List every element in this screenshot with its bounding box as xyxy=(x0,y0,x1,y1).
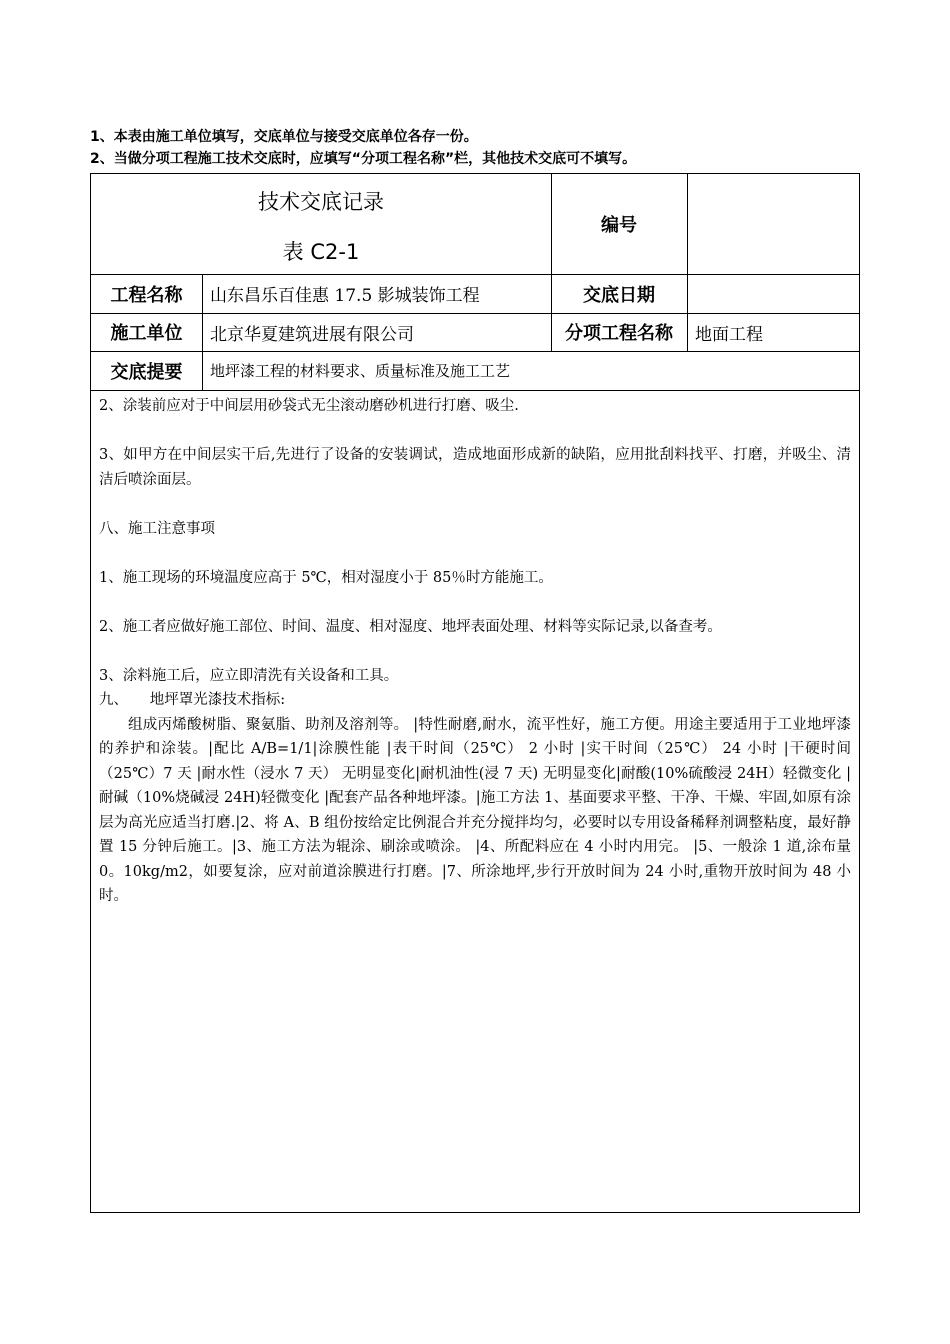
project-name-label: 工程名称 xyxy=(110,284,183,306)
form-title-block xyxy=(91,174,551,274)
note-1: 1、本表由施工单位填写，交底单位与接受交底单位各存一份。 xyxy=(90,129,478,145)
unit-label: 施工单位 xyxy=(110,323,183,344)
section-heading: 九、 地坪罩光漆技术指标: xyxy=(99,692,286,708)
spec-paragraph: 组成丙烯酸树脂、聚氨脂、助剂及溶剂等。 |特性耐磨,耐水，流平性好，施工方便。用途主要适用于工业地坪漆的养护和涂装。|配比 A/B=1/1|涂膜性能 |表干时间（25℃） 2 小时 |实干时间（25℃） 24 小时 |干硬时间（25℃）7 天 |耐水性（浸水 7 天） 无明显变化|耐机油性(浸 7 天) 无明显变化|耐酸(10%硫酸浸 24H）轻微变化 |耐碱（10%烧碱浸 24H)轻微变化 |配套产品各种地坪漆。|施工方法 1、基面要求平整、干净、干燥、牢固,如原有涂层为高光应适当打磨.|2、将 A、B 组份按给定比例混合并充分搅拌均匀，必要时以专用设备稀释剂调整粘度，最好静置 15 分钟后施工。|3、施工方法为辊涂、刷涂或喷涂。 |4、所配料应在 4 小时内用完。 |5、一般涂 1 道,涂布量 0。10kg/m2，如要复涂，应对前道涂膜进行打磨。|7、所涂地坪,步行开放时间为 24 小时,重物开放时间为 48 小时。 xyxy=(99,716,851,904)
project-name-value: 山东昌乐百佳惠 17.5 影城装饰工程 xyxy=(210,286,480,306)
content-paragraph: 1、施工现场的环境温度应高于 5℃，相对湿度小于 85％时方能施工。 xyxy=(99,569,553,586)
content-paragraph: 3、如甲方在中间层实干后,先进行了设备的安装调试，造成地面形成新的缺陷，应用批刮料找平、打磨，并吸尘、清洁后喷涂面层。 xyxy=(99,447,851,488)
date-label: 交底日期 xyxy=(583,284,655,306)
form-notes xyxy=(90,126,870,170)
note-2: 2、当做分项工程施工技术交底时，应填写“分项工程名称”栏，其他技术交底可不填写。 xyxy=(90,151,637,167)
content-paragraph: 2、涂装前应对于中间层用砂袋式无尘滚动磨砂机进行打磨、吸尘. xyxy=(99,398,519,414)
form-code: 表 C2-1 xyxy=(282,240,360,264)
content-paragraph: 3、涂料施工后，应立即清洗有关设备和工具。 xyxy=(99,667,399,684)
number-value[interactable] xyxy=(687,174,859,274)
subproject-label: 分项工程名称 xyxy=(565,323,673,344)
disclosure-content xyxy=(99,394,851,909)
form-title: 技术交底记录 xyxy=(258,190,384,214)
section-heading: 八、施工注意事项 xyxy=(99,520,215,537)
subproject-value: 地面工程 xyxy=(695,324,763,345)
summary-value: 地坪漆工程的材料要求、质量标准及施工工艺 xyxy=(210,362,511,380)
row-divider xyxy=(91,390,859,391)
date-value[interactable] xyxy=(687,274,859,313)
number-label: 编号 xyxy=(601,215,637,236)
content-paragraph: 2、施工者应做好施工部位、时间、温度、相对湿度、地坪表面处理、材料等实际记录,以备查考。 xyxy=(99,618,722,635)
summary-label: 交底提要 xyxy=(110,361,183,383)
disclosure-table xyxy=(90,173,860,1213)
unit-value: 北京华夏建筑进展有限公司 xyxy=(210,324,414,345)
